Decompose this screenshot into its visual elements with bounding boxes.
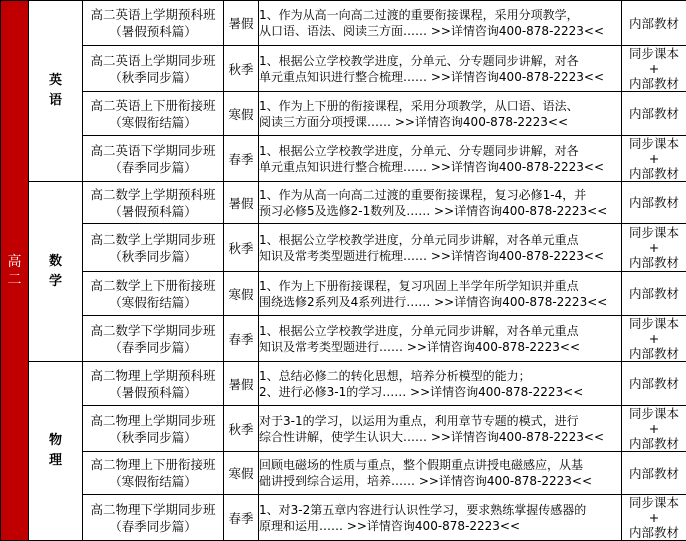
course-row — [1, 495, 686, 541]
description-line: 1、作为上下册的衔接课程，采用分项教学，从口语、语法、 — [259, 98, 621, 114]
material-line: 内部教材 — [622, 76, 686, 91]
material-line: 内部教材 — [622, 195, 686, 210]
season-cell — [224, 272, 259, 316]
material-line: 内部教材 — [622, 286, 686, 301]
material-cell — [622, 452, 686, 495]
course-title: 高二数学上下册衔接班 — [83, 277, 223, 294]
course-subtitle: （寒假衔结篇） — [83, 473, 223, 490]
subject-cell — [29, 1, 83, 182]
course-title: 高二英语上学期预科班 — [83, 6, 223, 23]
course-subtitle: （寒假衔结篇） — [83, 114, 223, 131]
description-line: 预习必修5及选修2-1数列及…… >>详情咨询400-878-2223<< — [259, 203, 621, 219]
material-line: 内部教材 — [622, 106, 686, 121]
material-cell — [622, 1, 686, 46]
season-cell — [224, 46, 259, 92]
course-title: 高二数学上学期预科班 — [83, 186, 223, 203]
season-cell — [224, 182, 259, 224]
course-row — [1, 136, 686, 182]
description-line: 础讲授到综合运用，培养…… >>详情咨询400-878-2223<< — [259, 473, 621, 489]
course-subtitle: （寒假衔结篇） — [83, 294, 223, 311]
course-table-body — [1, 1, 686, 541]
material-cell — [622, 182, 686, 224]
course-subtitle: （暑假预科篇） — [83, 203, 223, 220]
material-line: 内部教材 — [622, 436, 686, 451]
season-label: 暑假 — [228, 377, 253, 392]
description-line: 对于3-1的学习，以运用为重点，利用章节专题的模式，进行 — [259, 413, 621, 429]
material-line: + — [622, 510, 686, 525]
material-line: 内部教材 — [622, 255, 686, 270]
course-row — [1, 182, 686, 224]
material-cell — [622, 272, 686, 316]
course-title: 高二物理上学期预科班 — [83, 367, 223, 384]
course-row — [1, 362, 686, 406]
course-row — [1, 316, 686, 362]
material-line: 同步课本 — [622, 316, 686, 331]
course-name-cell — [83, 452, 224, 495]
material-line: + — [622, 421, 686, 436]
season-label: 寒假 — [228, 466, 253, 481]
season-label: 寒假 — [228, 287, 253, 302]
grade-label: 高二 — [7, 253, 23, 289]
course-description-cell — [259, 182, 622, 224]
material-line: 内部教材 — [622, 346, 686, 361]
course-name-cell — [83, 224, 224, 272]
season-label: 春季 — [228, 511, 253, 526]
course-description-cell — [259, 316, 622, 362]
course-name-cell — [83, 136, 224, 182]
description-line: 1、对3-2第五章内容进行认识性学习，要求熟练掌握传感器的 — [259, 502, 621, 518]
subject-cell — [29, 182, 83, 362]
material-line: 内部教材 — [622, 525, 686, 540]
course-title: 高二数学上学期同步班 — [83, 231, 223, 248]
material-line: + — [622, 151, 686, 166]
material-cell — [622, 224, 686, 272]
course-name-cell — [83, 495, 224, 541]
course-description-cell — [259, 452, 622, 495]
course-name-cell — [83, 272, 224, 316]
grade-cell — [1, 1, 29, 541]
course-subtitle: （秋季同步篇） — [83, 248, 223, 265]
course-subtitle: （秋季同步篇） — [83, 69, 223, 86]
course-name-cell — [83, 92, 224, 136]
course-subtitle: （春季同步篇） — [83, 159, 223, 176]
material-line: + — [622, 240, 686, 255]
season-label: 秋季 — [228, 62, 253, 77]
description-line: 知识及常考类型题进行…… >>详情咨询400-878-2223<< — [259, 339, 621, 355]
description-line: 1、根据公立学校教学进度，分单元、分专题同步讲解，对各 — [259, 53, 621, 69]
course-description-cell — [259, 406, 622, 452]
course-row — [1, 272, 686, 316]
material-line: 内部教材 — [622, 376, 686, 391]
season-label: 暑假 — [228, 16, 253, 31]
course-description-cell — [259, 272, 622, 316]
material-line: 内部教材 — [622, 16, 686, 31]
season-label: 春季 — [228, 332, 253, 347]
course-title: 高二物理上下册衔接班 — [83, 456, 223, 473]
description-line: 综合性讲解，使学生认识大…… >>详情咨询400-878-2223<< — [259, 429, 621, 445]
season-label: 寒假 — [228, 107, 253, 122]
course-description-cell — [259, 92, 622, 136]
course-title: 高二英语下学期同步班 — [83, 142, 223, 159]
material-line: 同步课本 — [622, 46, 686, 61]
course-row — [1, 46, 686, 92]
description-line: 从口语、语法、阅读三方面…… >>详情咨询400-878-2223<< — [259, 23, 621, 39]
material-line: 同步课本 — [622, 225, 686, 240]
description-line: 知识及常考类型题进行梳理…… >>详情咨询400-878-2223<< — [259, 248, 621, 264]
season-label: 秋季 — [228, 422, 253, 437]
description-line: 1、根据公立学校教学进度，分单元同步讲解，对各单元重点 — [259, 323, 621, 339]
description-line: 1、根据公立学校教学进度，分单元同步讲解，对各单元重点 — [259, 232, 621, 248]
course-description-cell — [259, 46, 622, 92]
course-title: 高二物理上学期同步班 — [83, 412, 223, 429]
course-name-cell — [83, 182, 224, 224]
season-cell — [224, 1, 259, 46]
course-description-cell — [259, 136, 622, 182]
season-label: 春季 — [228, 152, 253, 167]
course-row — [1, 224, 686, 272]
course-subtitle: （秋季同步篇） — [83, 429, 223, 446]
course-subtitle: （春季同步篇） — [83, 518, 223, 535]
course-subtitle: （春季同步篇） — [83, 339, 223, 356]
season-label: 秋季 — [228, 241, 253, 256]
material-line: 同步课本 — [622, 406, 686, 421]
season-cell — [224, 362, 259, 406]
subject-label: 英语 — [49, 71, 63, 111]
material-cell — [622, 362, 686, 406]
material-line: 同步课本 — [622, 495, 686, 510]
course-name-cell — [83, 46, 224, 92]
material-cell — [622, 495, 686, 541]
course-title: 高二英语上学期同步班 — [83, 52, 223, 69]
season-cell — [224, 136, 259, 182]
course-description-cell — [259, 1, 622, 46]
material-line: 同步课本 — [622, 136, 686, 151]
course-row — [1, 452, 686, 495]
material-cell — [622, 406, 686, 452]
description-line: 单元重点知识进行整合梳理…… >>详情咨询400-878-2223<< — [259, 159, 621, 175]
season-cell — [224, 406, 259, 452]
subject-cell — [29, 362, 83, 541]
description-line: 围绕选修2系列及4系列进行…… >>详情咨询400-878-2223<< — [259, 294, 621, 310]
material-cell — [622, 92, 686, 136]
season-cell — [224, 316, 259, 362]
season-cell — [224, 224, 259, 272]
course-name-cell — [83, 362, 224, 406]
material-line: + — [622, 61, 686, 76]
material-cell — [622, 46, 686, 92]
course-row — [1, 92, 686, 136]
course-subtitle: （暑假预科篇） — [83, 23, 223, 40]
course-title: 高二物理下学期同步班 — [83, 501, 223, 518]
material-cell — [622, 316, 686, 362]
course-row — [1, 1, 686, 46]
description-line: 1、作为上下册衔接课程，复习巩固上半学年所学知识并重点 — [259, 278, 621, 294]
description-line: 2、进行必修3-1的学习…… >>详情咨询400-878-2223<< — [259, 384, 621, 400]
course-title: 高二英语上下册衔接班 — [83, 97, 223, 114]
description-line: 阅读三方面分项授课…… >>详情咨询400-878-2223<< — [259, 114, 621, 130]
season-cell — [224, 92, 259, 136]
description-line: 1、作为从高一向高二过渡的重要衔接课程，复习必修1-4，并 — [259, 187, 621, 203]
course-name-cell — [83, 1, 224, 46]
course-row — [1, 406, 686, 452]
season-label: 暑假 — [228, 196, 253, 211]
season-cell — [224, 452, 259, 495]
course-description-cell — [259, 495, 622, 541]
season-cell — [224, 495, 259, 541]
material-line: 内部教材 — [622, 466, 686, 481]
description-line: 单元重点知识进行整合梳理…… >>详情咨询400-878-2223<< — [259, 69, 621, 85]
course-subtitle: （暑假预科篇） — [83, 384, 223, 401]
course-name-cell — [83, 406, 224, 452]
material-line: + — [622, 331, 686, 346]
subject-label: 物理 — [49, 431, 63, 471]
material-cell — [622, 136, 686, 182]
course-description-cell — [259, 362, 622, 406]
course-name-cell — [83, 316, 224, 362]
description-line: 回顾电磁场的性质与重点，整个假期重点讲授电磁感应，从基 — [259, 457, 621, 473]
description-line: 1、根据公立学校教学进度，分单元、分专题同步讲解，对各 — [259, 143, 621, 159]
material-line: 内部教材 — [622, 166, 686, 181]
course-title: 高二数学下学期同步班 — [83, 322, 223, 339]
course-description-cell — [259, 224, 622, 272]
description-line: 原理和运用…… >>详情咨询400-878-2223<< — [259, 518, 621, 534]
description-line: 1、作为从高一向高二过渡的重要衔接课程，采用分项教学， — [259, 7, 621, 23]
description-line: 1、总结必修二的转化思想，培养分析模型的能力； — [259, 368, 621, 384]
subject-label: 数学 — [49, 252, 63, 292]
